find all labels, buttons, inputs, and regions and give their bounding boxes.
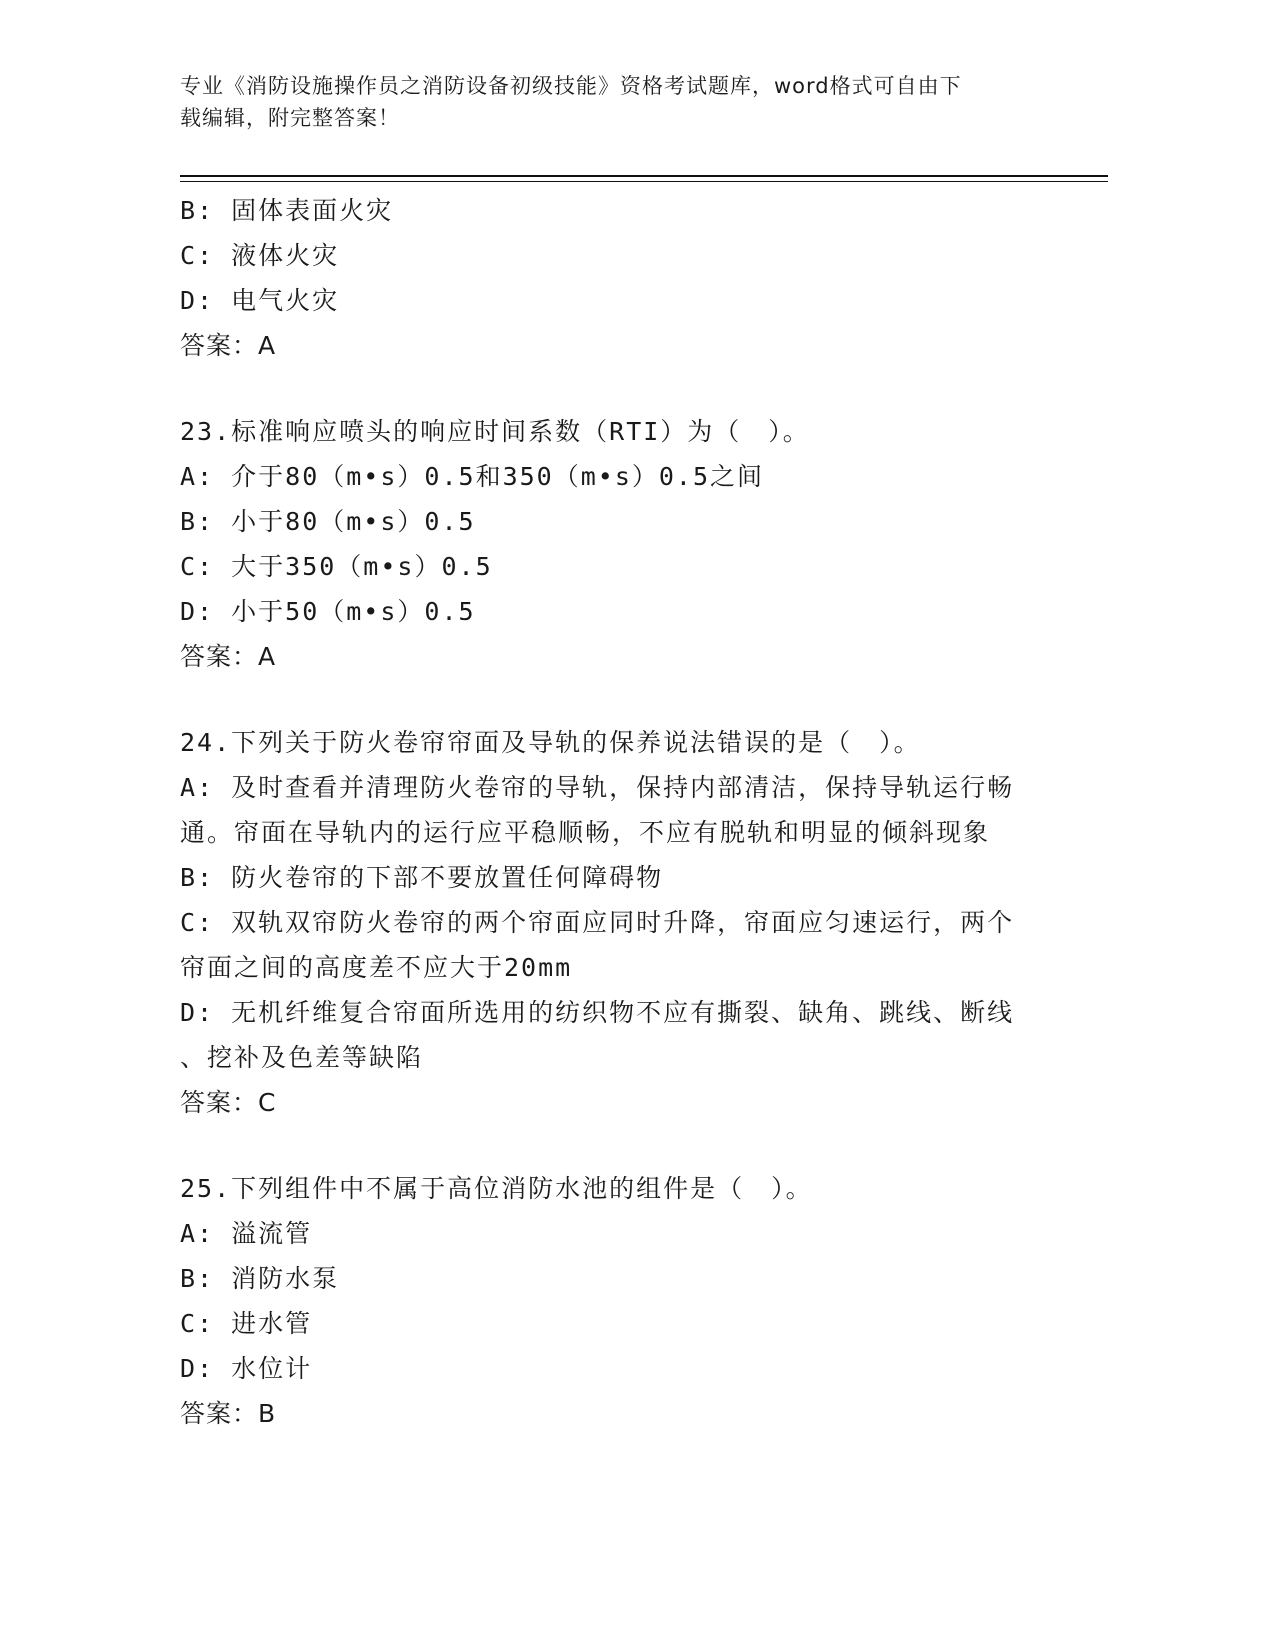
q25-option-b: B: 消防水泵 (180, 1264, 340, 1293)
question-25 (180, 1166, 1080, 1436)
q22-option-c: C: 液体火灾 (180, 241, 340, 270)
q24-option-c-line-2: 帘面之间的高度差不应大于20mm (180, 953, 573, 982)
question-24 (180, 720, 1080, 1125)
q24-option-b: B: 防火卷帘的下部不要放置任何障碍物 (180, 863, 664, 892)
q24-option-a-line-2: 通。帘面在导轨内的运行应平稳顺畅，不应有脱轨和明显的倾斜现象 (180, 818, 991, 847)
q23-option-d: D: 小于50（m•s）0.5 (180, 597, 476, 626)
q24-option-d-line-2: 、挖补及色差等缺陷 (180, 1043, 424, 1072)
q25-answer: 答案：B (180, 1399, 277, 1428)
question-22 (180, 188, 1080, 368)
q24-answer: 答案：C (180, 1088, 277, 1117)
q23-question: 23.标准响应喷头的响应时间系数（RTI）为（ ）。 (180, 417, 810, 446)
header-rule-thin (180, 181, 1108, 182)
q25-option-a: A: 溢流管 (180, 1219, 313, 1248)
q25-option-d: D: 水位计 (180, 1354, 313, 1383)
q25-question: 25.下列组件中不属于高位消防水池的组件是（ ）。 (180, 1174, 813, 1203)
header-line-1: 专业《消防设施操作员之消防设备初级技能》资格考试题库，word格式可自由下 (180, 74, 962, 98)
q23-answer: 答案：A (180, 642, 277, 671)
q24-option-d-line-1: D: 无机纤维复合帘面所选用的纺织物不应有撕裂、缺角、跳线、断线 (180, 998, 1015, 1027)
q23-option-c: C: 大于350（m•s）0.5 (180, 552, 493, 581)
q23-option-a: A: 介于80（m•s）0.5和350（m•s）0.5之间 (180, 462, 765, 491)
q25-option-c: C: 进水管 (180, 1309, 313, 1338)
header-line-2: 载编辑，附完整答案！ (180, 106, 400, 130)
question-list (180, 188, 1080, 1436)
q22-option-d: D: 电气火灾 (180, 286, 340, 315)
q24-question: 24.下列关于防火卷帘帘面及导轨的保养说法错误的是（ ）。 (180, 728, 921, 757)
q23-option-b: B: 小于80（m•s）0.5 (180, 507, 476, 536)
document-header (180, 70, 1040, 134)
q22-answer: 答案：A (180, 331, 277, 360)
header-rule-thick (180, 175, 1108, 177)
q24-option-c-line-1: C: 双轨双帘防火卷帘的两个帘面应同时升降，帘面应匀速运行，两个 (180, 908, 1015, 937)
question-23 (180, 409, 1080, 679)
q22-option-b: B: 固体表面火灾 (180, 196, 394, 225)
q24-option-a-line-1: A: 及时查看并清理防火卷帘的导轨，保持内部清洁，保持导轨运行畅 (180, 773, 1015, 802)
